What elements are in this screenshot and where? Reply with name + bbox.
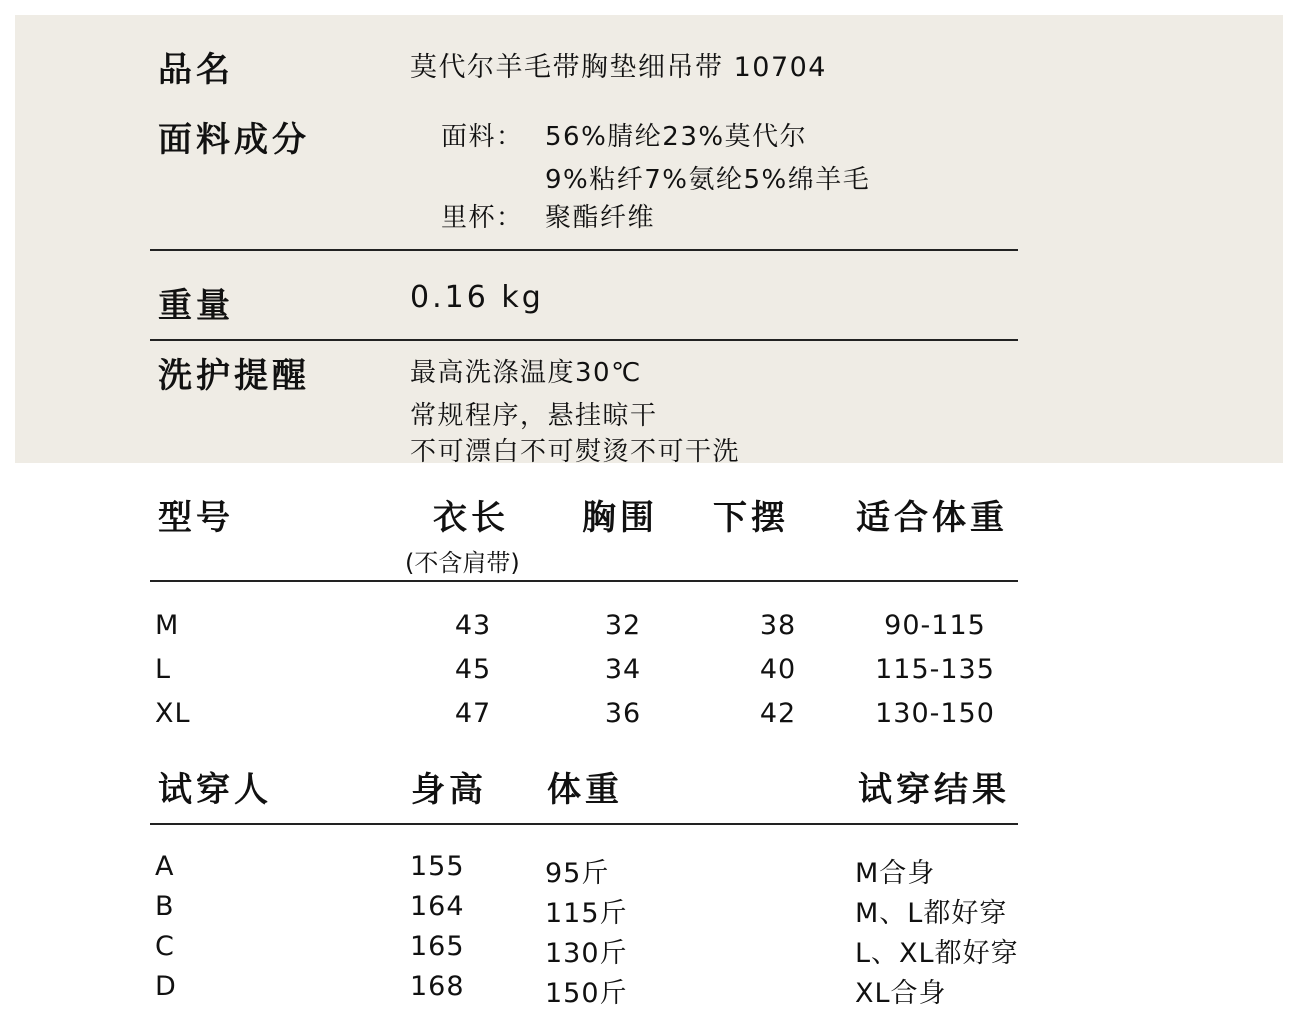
trial-header-result: 试穿结果 [858, 770, 1010, 810]
care-line-1: 最高洗涤温度30℃ [410, 358, 642, 388]
trial-row-a-weight: 95斤 [545, 858, 610, 889]
size-row-xl-fit-weight: 130-150 [875, 698, 995, 729]
size-row-m-chest: 32 [604, 610, 642, 641]
trial-row-d-result: XL合身 [855, 978, 947, 1009]
trial-row-b-weight: 115斤 [545, 898, 628, 929]
product-name-value: 莫代尔羊毛带胸垫细吊带 10704 [410, 52, 827, 83]
size-row-m-fit-weight: 90-115 [884, 610, 986, 641]
trial-row-d-height: 168 [410, 971, 465, 1002]
size-row-m-length: 43 [454, 610, 492, 641]
trial-row-c-height: 165 [410, 931, 465, 962]
divider-4 [150, 823, 1018, 825]
size-header-length: 衣长 [433, 498, 509, 538]
size-row-xl-chest: 36 [604, 698, 642, 729]
size-row-m-hem: 38 [759, 610, 797, 641]
trial-header-height: 身高 [411, 770, 487, 810]
trial-row-a-height: 155 [410, 851, 465, 882]
fabric-line-3: 聚酯纤维 [545, 203, 656, 233]
trial-row-d-weight: 150斤 [545, 978, 628, 1009]
trial-row-d-person: D [155, 971, 177, 1002]
size-header-chest: 胸围 [582, 498, 658, 538]
weight-label: 重量 [158, 286, 234, 326]
weight-value: 0.16 kg [410, 280, 544, 315]
divider-1 [150, 249, 1018, 251]
size-row-m-size: M [155, 610, 180, 641]
size-header-fit-weight: 适合体重 [856, 498, 1008, 538]
care-line-2: 常规程序，悬挂晾干 [410, 401, 658, 431]
size-row-xl-hem: 42 [759, 698, 797, 729]
trial-row-c-result: L、XL都好穿 [855, 938, 1019, 969]
fabric-sublabel-shell: 面料： [441, 122, 524, 152]
care-label: 洗护提醒 [158, 356, 310, 396]
trial-row-b-person: B [155, 891, 175, 922]
divider-3 [150, 580, 1018, 582]
size-row-l-hem: 40 [759, 654, 797, 685]
trial-header-person: 试穿人 [158, 770, 272, 810]
fabric-line-1: 56%腈纶23%莫代尔 [545, 122, 808, 152]
fabric-line-2: 9%粘纤7%氨纶5%绵羊毛 [545, 165, 871, 195]
size-row-l-chest: 34 [604, 654, 642, 685]
size-header-hem: 下摆 [713, 498, 789, 538]
size-row-l-length: 45 [454, 654, 492, 685]
divider-2 [150, 339, 1018, 341]
trial-row-c-person: C [155, 931, 175, 962]
fabric-label: 面料成分 [158, 120, 310, 160]
trial-row-a-person: A [155, 851, 175, 882]
size-header-model: 型号 [158, 498, 234, 538]
trial-row-b-result: M、L都好穿 [855, 898, 1008, 929]
trial-row-c-weight: 130斤 [545, 938, 628, 969]
care-line-3: 不可漂白不可熨烫不可干洗 [410, 437, 741, 467]
size-row-l-size: L [155, 654, 172, 685]
size-row-l-fit-weight: 115-135 [875, 654, 995, 685]
trial-header-weight: 体重 [547, 770, 623, 810]
size-row-xl-length: 47 [454, 698, 492, 729]
size-header-length-note: (不含肩带) [405, 549, 520, 577]
product-name-label: 品名 [158, 50, 234, 90]
fabric-sublabel-lining: 里杯： [441, 203, 524, 233]
trial-row-a-result: M合身 [855, 858, 936, 889]
size-row-xl-size: XL [155, 698, 191, 729]
trial-row-b-height: 164 [410, 891, 465, 922]
